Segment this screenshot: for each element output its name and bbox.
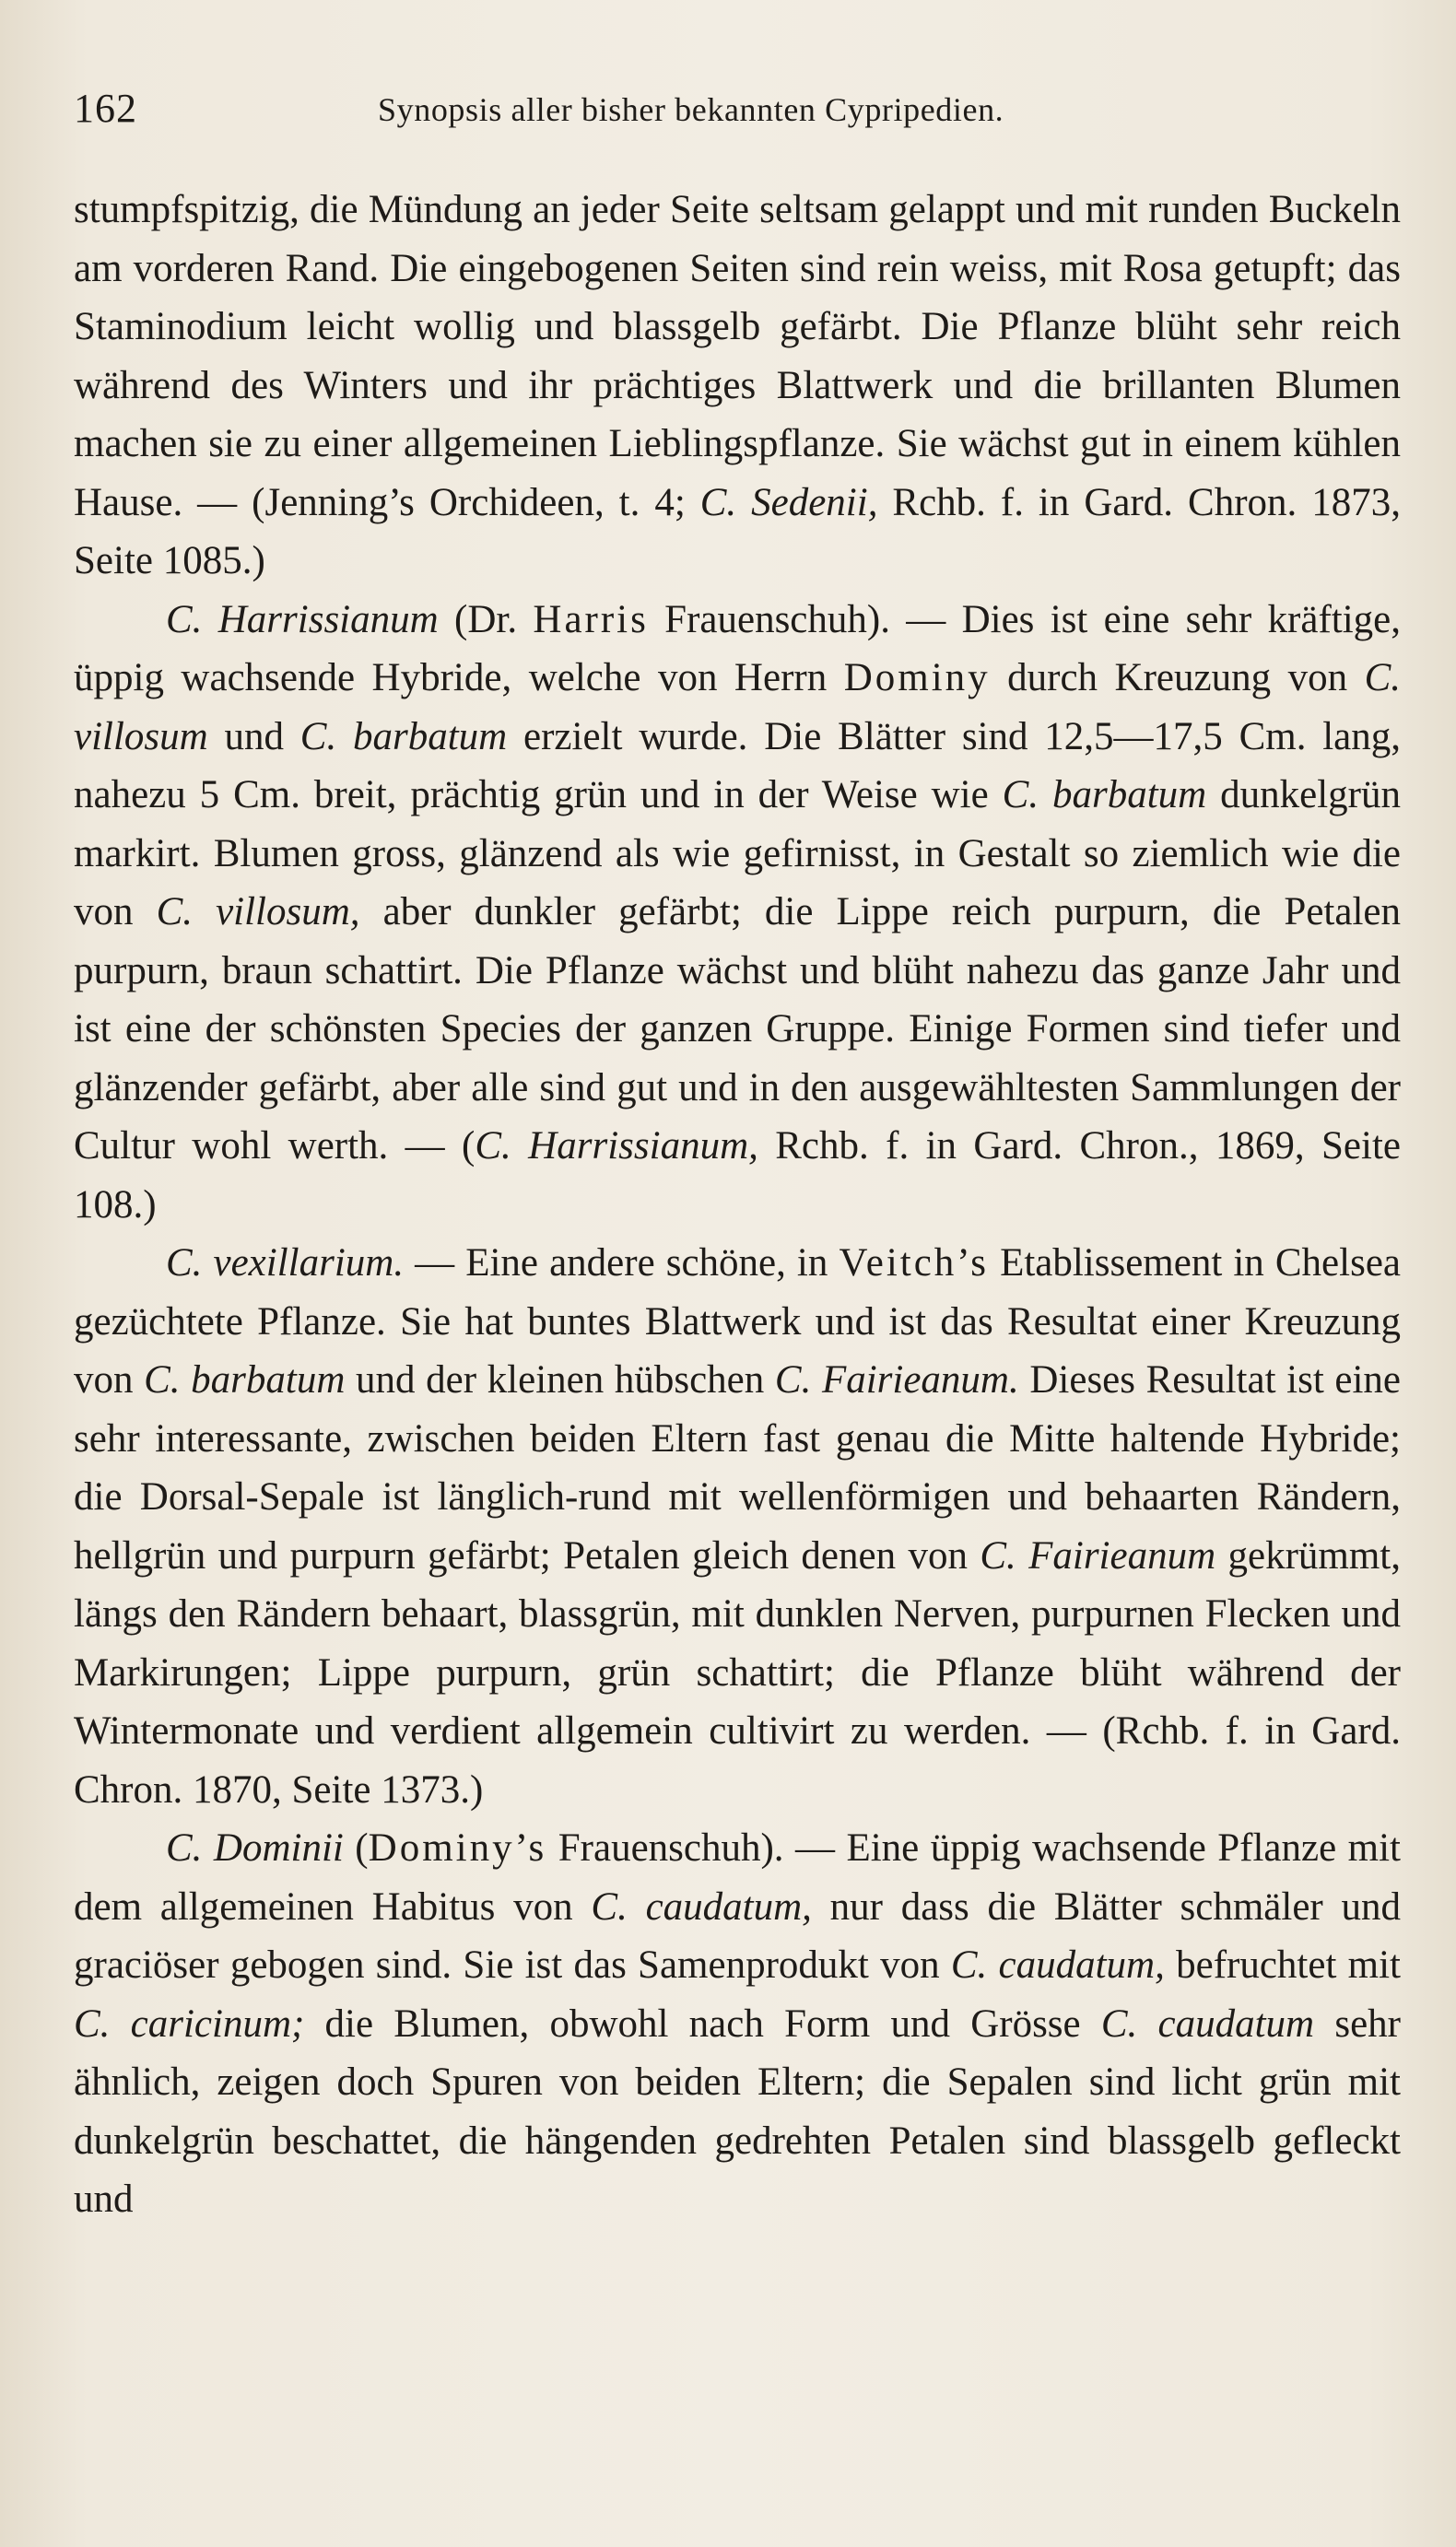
text-run: Rchb. f. in Gard. Chron. 1873, Seite 1085.) [74, 480, 1401, 582]
text-run: ( [343, 1826, 369, 1870]
person-name: Dominy’s [368, 1826, 547, 1870]
species-name: C. barbatum [144, 1358, 346, 1402]
text-run: (Dr. [438, 597, 534, 641]
text-run: erzielt wurde. Die Blätter sind 12,5—17,5 Cm. lang, nahezu 5 Cm. breit, prächtig grün und in der Weise wie [74, 714, 1402, 816]
text-run: sehr ähnlich, zeigen doch Spuren von beiden Eltern; die Sepalen sind licht grün mit dunkelgrün beschattet, die hängenden gedrehten Petalen sind blassgelb gefleckt und [74, 2001, 1401, 2221]
species-name: C. Sedenii, [699, 480, 878, 524]
species-name: C. Harrissianum [166, 597, 439, 641]
person-name: Dominy [843, 656, 991, 699]
running-title: Synopsis aller bisher bekannten Cypripedien. [378, 91, 1004, 128]
page-header [74, 85, 1410, 140]
species-name: C. Fairieanum [980, 1533, 1216, 1578]
text-run: nur dass die Blätter schmäler und graciöser gebogen sind. Sie ist das Samenprodukt von [74, 1884, 1401, 1987]
text-run: Frauenschuh). — Dies ist eine sehr kräftige, üppig wachsende Hybride, welche von Herrn [74, 597, 1401, 699]
text-run: gekrümmt, längs den Rändern behaart, blassgrün, mit dunklen Nerven, purpurnen Flecken und Markirungen; Lippe purpurn, grün schattirt; die Pflanze blüht während der Wintermonate und verdient allgemein cultivirt zu werden. — (Rchb. f. in Gard. Chron. 1870, Seite 1373.) [74, 1533, 1401, 1812]
species-name: C. villosum, [156, 890, 360, 933]
person-name: Harris [533, 597, 649, 641]
species-name: C. caudatum, [950, 1943, 1165, 1987]
body-text [74, 181, 1401, 2229]
text-run: und [207, 714, 300, 758]
person-name: Veitch’s [839, 1241, 989, 1285]
text-run: und der kleinen hübschen [345, 1358, 775, 1402]
species-name: C. Harrissianum, [475, 1124, 758, 1168]
species-name: C. caudatum [1100, 2001, 1315, 2046]
text-run: Rchb. f. in Gard. Chron., 1869, Seite 108.) [74, 1124, 1401, 1227]
text-run: Dieses Resultat ist eine sehr interessante, zwischen beiden Eltern fast genau die Mitte haltende Hybride; die Dorsal-Sepale ist länglich-rund mit wellenförmigen und behaarten Rändern, hellgrün und purpurn gefärbt; Petalen gleich denen von [74, 1358, 1402, 1578]
text-run: stumpfspitzig, die Mündung an jeder Seite seltsam gelappt und mit runden Buckeln am vorderen Rand. Die eingebogenen Seiten sind rein weiss, mit Rosa getupft; das Staminodium leicht wollig und blassgelb gefärbt. Die Pflanze blüht sehr reich während des Winters und ihr prächtiges Blattwerk und die brillanten Blumen machen sie zu einer allgemeinen Lieblingspflanze. Sie wächst gut in einem kühlen Hause. — (Jenning’s Orchideen, t. 4; [74, 188, 1401, 524]
paragraph-harrissianum [74, 591, 1401, 1235]
species-name: C. vexillarium. [166, 1241, 405, 1285]
paragraph-vexillarium [74, 1234, 1401, 1819]
text-run: dunkelgrün markirt. Blumen gross, glänzend als wie gefirnisst, in Gestalt so ziemlich wie die von [74, 773, 1402, 933]
species-name: C. Dominii [166, 1826, 344, 1870]
text-run: befruchtet mit [1164, 1943, 1401, 1987]
text-run: die Blumen, obwohl nach Form und Grösse [304, 2001, 1101, 2046]
species-name: C. Fairieanum. [774, 1358, 1019, 1402]
text-run: Frauenschuh). — Eine üppig wachsende Pflanze mit dem allgemeinen Habitus von [74, 1826, 1401, 1929]
species-name: C. caricinum; [74, 2001, 305, 2046]
species-name: C. villosum [74, 656, 1401, 758]
species-name: C. caudatum, [591, 1884, 812, 1929]
species-name: C. barbatum [1002, 773, 1207, 816]
species-name: C. barbatum [299, 714, 508, 758]
text-run: Etablissement in Chelsea gezüchtete Pflanze. Sie hat buntes Blattwerk und ist das Resultat einer Kreuzung von [74, 1241, 1401, 1402]
paragraph-dominii [74, 1819, 1401, 2229]
text-run: durch Kreuzung von [990, 656, 1365, 699]
text-run: — Eine andere schöne, in [404, 1241, 840, 1285]
paragraph-continuation [74, 181, 1401, 591]
page-number: 162 [74, 86, 137, 131]
text-run: aber dunkler gefärbt; die Lippe reich purpurn, die Petalen purpurn, braun schattirt. Die Pflanze wächst und blüht nahezu das ganze Jahr und ist eine der schönsten Species der ganzen Gruppe. Einige Formen sind tiefer und glänzender gefärbt, aber alle sind gut und in den ausgewähltesten Sammlungen der Cultur wohl werth. — ( [74, 890, 1401, 1168]
